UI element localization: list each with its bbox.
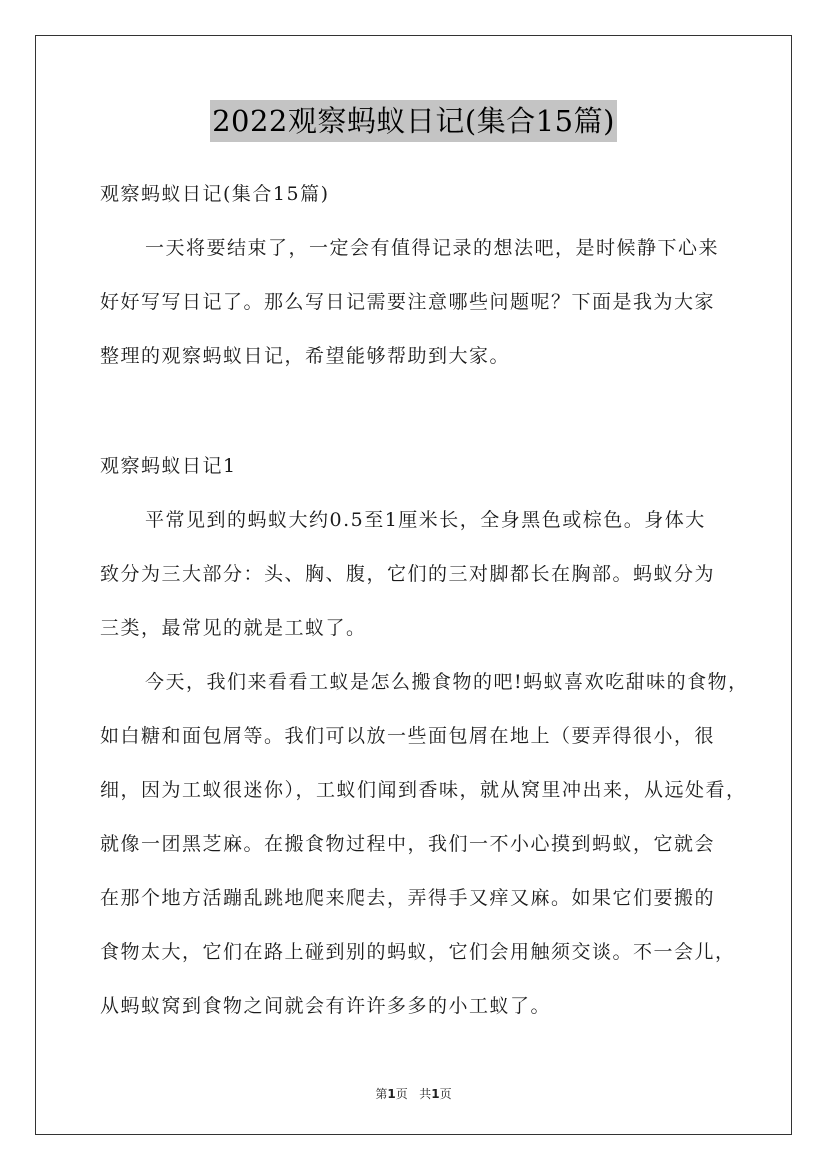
intro-line: 整理的观察蚂蚁日记，希望能够帮助到大家。: [100, 345, 511, 367]
paragraph2-line: 在那个地方活蹦乱跳地爬来爬去，弄得手又痒又麻。如果它们要搬的: [100, 887, 716, 909]
page-number: 1: [387, 1087, 396, 1101]
document-title: 2022观察蚂蚁日记(集合15篇): [210, 100, 617, 142]
intro-line: 好好写写日记了。那么写日记需要注意哪些问题呢？下面是我为大家: [100, 291, 716, 313]
paragraph2-line: 今天，我们来看看工蚁是怎么搬食物的吧!蚂蚁喜欢吃甜味的食物，: [145, 671, 749, 693]
paragraph1-line: 平常见到的蚂蚁大约0.5至1厘米长，全身黑色或棕色。身体大: [145, 509, 706, 531]
paragraph1-line: 致分为三大部分：头、胸、腹，它们的三对脚都长在胸部。蚂蚁分为: [100, 563, 716, 585]
title-container: [0, 100, 827, 142]
paragraph2-line: 就像一团黑芝麻。在搬食物过程中，我们一不小心摸到蚂蚁，它就会: [100, 833, 716, 855]
page-footer: [0, 1085, 827, 1102]
page-unit: 页: [395, 1087, 408, 1101]
page-prefix: 第: [375, 1087, 388, 1101]
total-unit: 页: [439, 1087, 452, 1101]
section-heading: 观察蚂蚁日记1: [100, 455, 237, 477]
intro-line: 一天将要结束了，一定会有值得记录的想法吧，是时候静下心来: [145, 237, 720, 259]
paragraph1-line: 三类，最常见的就是工蚁了。: [100, 617, 367, 639]
total-prefix: 共: [419, 1087, 432, 1101]
total-pages: 1: [431, 1087, 440, 1101]
paragraph2-line: 从蚂蚁窝到食物之间就会有许许多多的小工蚁了。: [100, 995, 552, 1017]
paragraph2-line: 如白糖和面包屑等。我们可以放一些面包屑在地上（要弄得很小，很: [100, 725, 716, 747]
paragraph2-line: 食物太大，它们在路上碰到别的蚂蚁，它们会用触须交谈。不一会儿，: [100, 941, 736, 963]
paragraph2-line: 细，因为工蚁很迷你），工蚁们闻到香味，就从窝里冲出来，从远处看，: [100, 779, 747, 801]
document-subtitle: 观察蚂蚁日记(集合15篇): [100, 183, 330, 205]
